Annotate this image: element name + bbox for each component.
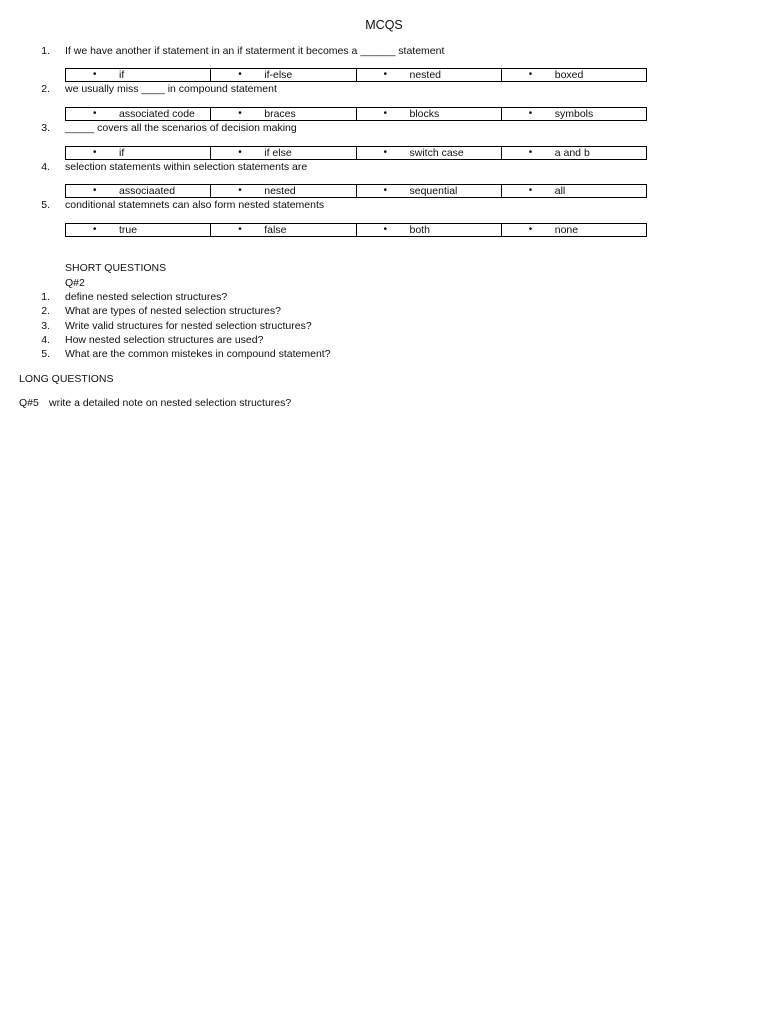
mcq-option <box>501 147 646 160</box>
mcq-number: 3. <box>41 122 50 134</box>
mcq-option-label: nested <box>264 185 296 197</box>
mcq-question-text: _____ covers all the scenarios of decision making <box>65 122 297 134</box>
bullet-icon: • <box>528 69 533 80</box>
short-question-number: 2. <box>41 305 50 317</box>
bullet-icon: • <box>238 108 242 119</box>
mcq-option <box>66 147 211 160</box>
mcq-option <box>501 224 646 237</box>
mcq-number: 4. <box>41 161 50 173</box>
mcq-option-label: none <box>554 224 579 236</box>
mcq-option-label: true <box>119 224 138 236</box>
short-question-text: How nested selection structures are used? <box>65 334 264 346</box>
mcq-option-label: switch case <box>409 147 464 159</box>
mcq-options-table-4 <box>65 184 647 198</box>
mcq-question-text: conditional statemnets can also form nested statements <box>65 199 325 211</box>
mcq-options-table-3 <box>65 146 647 160</box>
bullet-icon: • <box>93 147 97 158</box>
mcq-option-label: if <box>119 147 125 159</box>
mcq-option <box>211 108 356 121</box>
mcq-option <box>501 108 646 121</box>
mcq-option <box>211 69 356 82</box>
bullet-icon: • <box>238 147 242 158</box>
bullet-icon: • <box>383 185 388 196</box>
long-questions-heading: LONG QUESTIONS <box>19 373 114 385</box>
mcq-option <box>356 224 501 237</box>
mcq-number: 2. <box>41 83 50 95</box>
mcq-options-table-5 <box>65 223 647 237</box>
short-questions-subheading: Q#2 <box>65 277 85 289</box>
mcq-option-label: braces <box>264 108 296 120</box>
mcq-number: 1. <box>41 45 50 57</box>
mcq-number: 5. <box>41 199 50 211</box>
bullet-icon: • <box>383 147 388 158</box>
short-question-text: define nested selection structures? <box>65 291 228 303</box>
mcq-option-label: blocks <box>409 108 440 120</box>
mcq-option-label: if else <box>264 147 292 159</box>
long-question-label: Q#5 <box>19 397 39 409</box>
short-question-text: What are types of nested selection structures? <box>65 305 281 317</box>
mcq-question-text: selection statements within selection statements are <box>65 161 308 173</box>
mcq-option <box>356 69 501 82</box>
mcq-option <box>501 185 646 198</box>
mcq-option-label: associated code <box>119 108 195 120</box>
bullet-icon: • <box>528 185 533 196</box>
mcq-option <box>356 147 501 160</box>
bullet-icon: • <box>528 224 533 235</box>
mcq-option-label: associaated <box>119 185 176 197</box>
short-question-number: 5. <box>41 348 50 360</box>
short-question-number: 4. <box>41 334 50 346</box>
mcq-option <box>66 69 211 82</box>
bullet-icon: • <box>238 185 242 196</box>
short-question-number: 1. <box>41 291 50 303</box>
bullet-icon: • <box>528 108 533 119</box>
mcq-option <box>211 147 356 160</box>
short-question-text: What are the common mistekes in compound statement? <box>65 348 331 360</box>
mcq-option-label: nested <box>409 69 442 81</box>
mcq-option <box>356 185 501 198</box>
mcq-option <box>66 185 211 198</box>
page-title: MCQS <box>365 18 403 32</box>
bullet-icon: • <box>383 108 388 119</box>
mcq-option-label: boxed <box>554 69 584 81</box>
mcq-option <box>211 185 356 198</box>
bullet-icon: • <box>93 108 97 119</box>
short-question-number: 3. <box>41 320 50 332</box>
mcq-option-label: if-else <box>264 69 293 81</box>
bullet-icon: • <box>528 147 533 158</box>
mcq-options-table-2 <box>65 107 647 121</box>
mcq-option <box>66 224 211 237</box>
mcq-option <box>211 224 356 237</box>
mcq-option-label: if <box>119 69 125 81</box>
mcq-options-table-1 <box>65 68 647 82</box>
bullet-icon: • <box>93 224 97 235</box>
bullet-icon: • <box>383 69 388 80</box>
bullet-icon: • <box>93 185 97 196</box>
bullet-icon: • <box>93 69 97 80</box>
mcq-option <box>356 108 501 121</box>
mcq-option-label: all <box>554 185 566 197</box>
short-questions-heading: SHORT QUESTIONS <box>65 262 167 274</box>
mcq-option-label: both <box>409 224 430 236</box>
mcq-option <box>66 108 211 121</box>
long-question-item <box>19 396 419 410</box>
mcq-option-label: a and b <box>554 147 590 159</box>
mcq-question-text: If we have another if statement in an if staterment it becomes a ______ statement <box>65 45 445 57</box>
mcq-option <box>501 69 646 82</box>
mcq-option-label: symbols <box>554 108 594 120</box>
mcq-option-label: false <box>264 224 287 236</box>
mcq-option-label: sequential <box>409 185 458 197</box>
short-question-text: Write valid structures for nested selection structures? <box>65 320 312 332</box>
bullet-icon: • <box>238 224 242 235</box>
long-question-text: write a detailed note on nested selection structures? <box>49 397 292 409</box>
bullet-icon: • <box>383 224 388 235</box>
mcq-question-text: we usually miss ____ in compound statement <box>65 83 277 95</box>
bullet-icon: • <box>238 69 242 80</box>
